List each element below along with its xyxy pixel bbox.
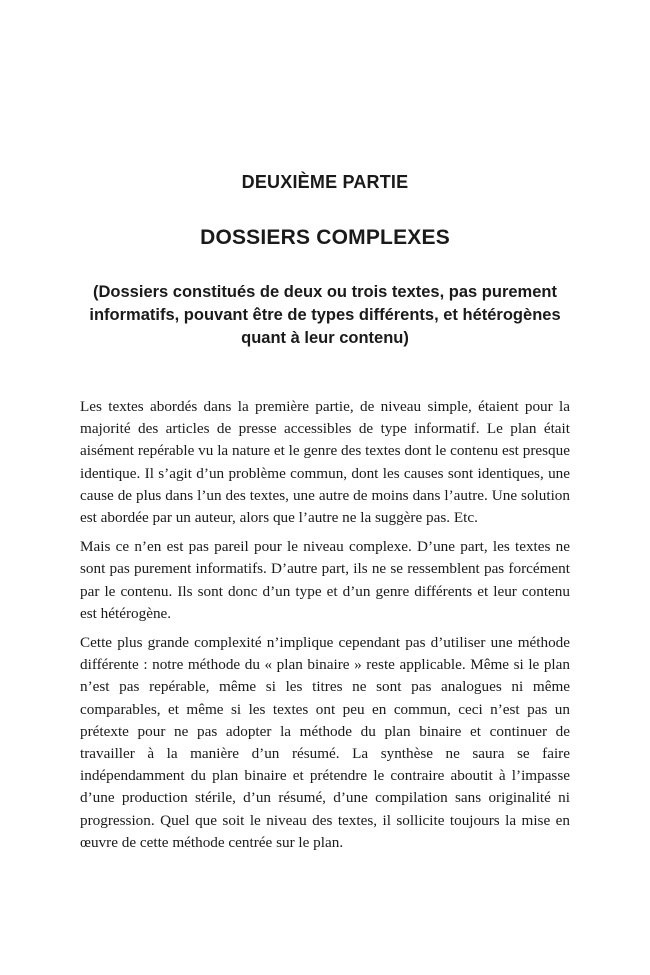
paragraph-2: Mais ce n’en est pas pareil pour le niveau complexe. D’une part, les textes ne sont pas purement informatifs. D’autre part, ils ne se ressemblent pas forcément par le contenu. Ils sont donc d’un type et d’un genre différents et leur contenu est hétérogène. — [80, 538, 570, 622]
section-subtitle: (Dossiers constitués de deux ou trois textes, pas purement informatifs, pouvant être de types différents, et hétérogènes quant à leur contenu) — [89, 283, 561, 347]
paragraph-3: Cette plus grande complexité n’implique cependant pas d’utiliser une méthode différente : notre méthode du « plan binaire » reste applicable. Même si le plan n’est pas repérable, même si les titres ne sont pas analogues ni même comparables, et même si les textes ont peu en commun, ceci n’est pas un prétexte pour ne pas adopter la méthode du plan binaire et continuer de travailler à la manière d’un résumé. La synthèse ne saura se faire indépendamment du plan binaire et prétendre le contraire aboutit à l’impasse d’une production stérile, d’un résumé, d’une compilation sans originalité ni progression. Quel que soit le niveau des textes, il sollicite toujours la mise en œuvre de cette méthode centrée sur le plan. — [80, 634, 570, 851]
paragraph-1: Les textes abordés dans la première partie, de niveau simple, étaient pour la majorité des articles de presse accessibles de type informatif. Le plan était aisément repérable vu la nature et le genre des textes dont le contenu est presque identique. Il s’agit d’un problème commun, dont les causes sont identiques, une cause de plus dans l’un des textes, une autre de moins dans l’autre. Une solution est abordée par un auteur, alors que l’autre ne la suggère pas. Etc. — [80, 398, 570, 527]
section-title: DOSSIERS COMPLEXES — [200, 226, 450, 249]
body-text — [80, 396, 570, 861]
part-label: DEUXIÈME PARTIE — [241, 172, 409, 192]
